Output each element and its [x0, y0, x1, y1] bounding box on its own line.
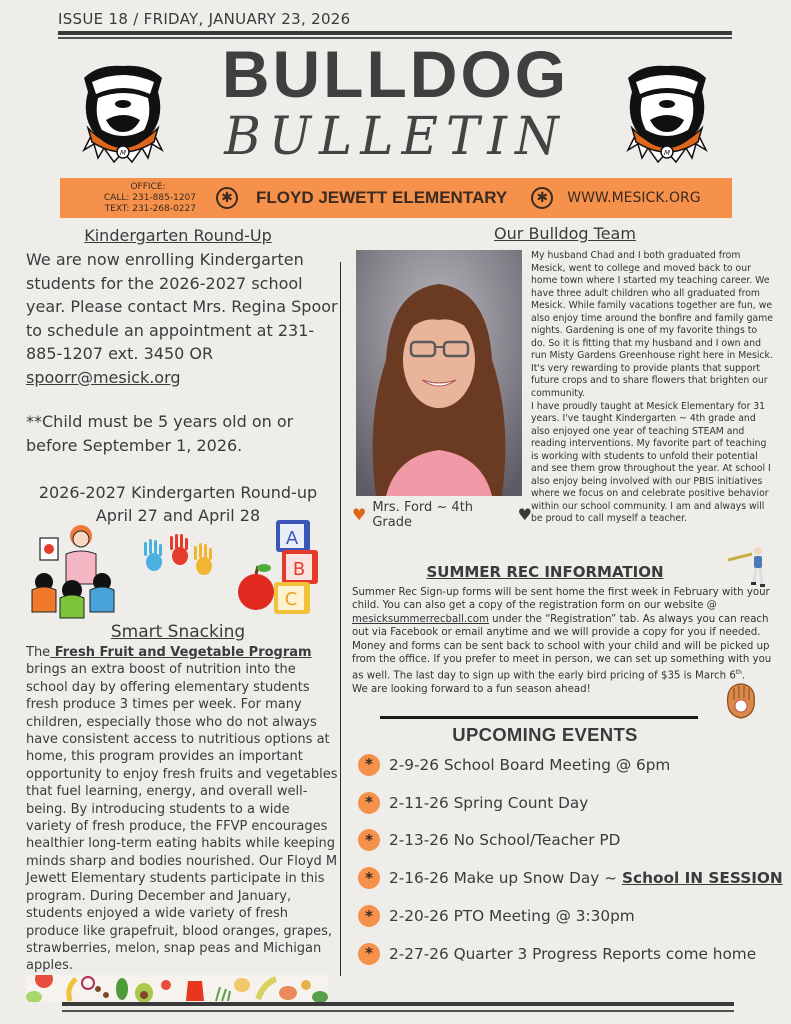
- office-contact: [60, 182, 200, 215]
- bio-paragraph: I have proudly taught at Mesick Elementary for 31 years. I've taught Kindergarten ~ 4th grade and also enjoyed one year of teaching STEAM and reading interventions. My favorite part of teaching is working with students to unfold their potential and see them grow throughout the year. At school I also enjoy being involved with our PBIS initiatives where we focus on and celebrate positive behavior within our school community. I am and always will be proud to call myself a teacher.: [531, 400, 771, 525]
- heart-icon: ♥: [352, 505, 367, 524]
- softball-player-icon: [726, 546, 768, 588]
- ffvp-program-name: Fresh Fruit and Vegetable Program: [50, 645, 312, 660]
- age-requirement-note: **Child must be 5 years old on or before September 1, 2026.: [26, 412, 294, 455]
- email-link[interactable]: spoorr@mesick.org: [26, 367, 181, 387]
- event-text: 2-9-26 School Board Meeting @ 6pm: [389, 755, 671, 774]
- column-divider: [340, 262, 341, 976]
- event-text: 2-11-26 Spring Count Day: [389, 793, 589, 812]
- asterisk-bullet-icon: *: [358, 829, 380, 851]
- smart-snacking-body: [26, 644, 338, 975]
- ordinal-suffix: th: [735, 669, 742, 677]
- summer-rec-heading: SUMMER REC INFORMATION: [426, 563, 664, 581]
- event-text: 2-16-26 Make up Snow Day ~: [389, 869, 618, 888]
- snacking-intro: The: [26, 645, 51, 660]
- bio-paragraph: My husband Chad and I both graduated from Mesick, went to college and moved back to our home town where I started my teaching career. We have three adult children who all graduated from Mesick. While family vacations together are fun, we also enjoy time around the bonfire and family game nights. Gardening is one of my favorite things to do. So it is fitting that my husband and I own and run Misty Gardens Greenhouse right here in Mesick. It's very rewarding to provide plants that support future crops and to share flowers that brighten our community.: [531, 250, 774, 400]
- asterisk-circle-icon: ✱: [216, 187, 238, 209]
- newsletter-subtitle: BULLETIN: [224, 105, 567, 167]
- snacking-text: brings an extra boost of nutrition into the school day by offering elementary students fresh produce 3 times per week. For many children, especially those who do not always have consistent access to nutritious options at home, this program provides an important opportunity to enjoy fresh fruits and vegetables that fuel learning, energy, and overall well-being. By introducing students to a wide variety of fresh produce, the FFVP encourages healthier long-term eating habits while keeping minds sharp and bodies nourished. Our Floyd M Jewett Elementary students participate in this program. During December and January, students enjoyed a wide variety of fresh produce like grapefruit, blood oranges, grapes, strawberries, melon, snap peas and Michigan apples.: [26, 662, 338, 974]
- roundup-days: April 27 and April 28: [95, 506, 261, 525]
- summer-rec-body: [352, 586, 772, 697]
- event-text: 2-20-26 PTO Meeting @ 3:30pm: [389, 907, 635, 926]
- asterisk-bullet-icon: *: [358, 754, 380, 776]
- kindergarten-heading: Kindergarten Round-Up: [84, 226, 272, 245]
- baseball-glove-icon: [724, 682, 758, 720]
- svg-text:B: B: [292, 559, 306, 580]
- newsletter-title: BULLDOG: [221, 37, 570, 111]
- kindergarten-body: [26, 248, 338, 389]
- rec-text: .: [741, 670, 746, 682]
- issue-date-line: ISSUE 18 / FRIDAY, JANUARY 23, 2026: [58, 10, 351, 28]
- office-call: CALL: 231-885-1207: [103, 192, 196, 203]
- footer-rule-thick: [62, 1002, 734, 1006]
- handprints-icon: [140, 534, 220, 582]
- teacher-portrait-photo: [356, 250, 522, 496]
- upcoming-events-heading: UPCOMING EVENTS: [452, 724, 638, 745]
- office-text: TEXT: 231-268-0227: [104, 203, 196, 214]
- school-name: FLOYD JEWETT ELEMENTARY: [256, 188, 508, 207]
- asterisk-circle-icon: ✱: [531, 187, 553, 209]
- smart-snacking-heading: Smart Snacking: [110, 622, 246, 642]
- footer-rule-thin: [62, 1010, 734, 1012]
- event-text: 2-27-26 Quarter 3 Progress Reports come home: [389, 944, 757, 963]
- apple-abc-blocks-icon: [236, 518, 322, 614]
- asterisk-bullet-icon: *: [358, 792, 380, 814]
- svg-text:M: M: [663, 149, 671, 157]
- event-item: [358, 897, 788, 935]
- events-list: [358, 746, 788, 973]
- roundup-title: 2026-2027 Kindergarten Round-up: [38, 483, 318, 502]
- rec-text: Summer Rec Sign-up forms will be sent home the first week in February with your child. You can also get a copy of the registration form on our website @: [352, 587, 770, 612]
- teacher-with-children-icon: [26, 524, 122, 620]
- asterisk-bullet-icon: *: [358, 867, 380, 889]
- svg-text:A: A: [285, 528, 299, 549]
- summer-rec-website-link[interactable]: mesicksummerrecball.com: [352, 613, 489, 625]
- teacher-name: Mrs. Ford ~ 4th Grade: [372, 500, 474, 530]
- asterisk-bullet-icon: *: [358, 905, 380, 927]
- office-label: OFFICE:: [130, 181, 166, 192]
- rec-text: under the “Registration” tab. As always you can reach out via Facebook or email anytime and we will provide a copy for you if needed. Money and forms can be sent back to school with your child and will be picked up from the office. If you prefer to meet in person, we can set up something with you as well. The last day to sign up with the early bird pricing of $35 is March 6: [352, 613, 772, 682]
- event-item: [358, 859, 788, 897]
- event-emphasis: School IN SESSION: [622, 869, 783, 888]
- teacher-bio: [531, 250, 774, 526]
- contact-banner: [60, 178, 732, 218]
- svg-text:C: C: [284, 589, 298, 610]
- asterisk-bullet-icon: *: [358, 943, 380, 965]
- bulldog-team-heading: Our Bulldog Team: [494, 224, 636, 243]
- rec-closing: We are looking forward to a fun season ahead!: [352, 684, 591, 696]
- header-rule-thick: [58, 31, 732, 35]
- website-link[interactable]: WWW.MESICK.ORG: [567, 190, 701, 206]
- event-item: [358, 784, 788, 822]
- event-item: [358, 935, 788, 973]
- produce-illustration-strip: [26, 975, 328, 1002]
- heart-icon: ♥: [517, 505, 532, 524]
- teacher-caption: [352, 500, 532, 530]
- kindergarten-text: We are now enrolling Kindergarten students for the 2026-2027 school year. Please contact Mrs. Regina Spoor to schedule an appointment at 231-885-1207 ext. 3450 OR: [26, 250, 338, 363]
- svg-text:M: M: [119, 149, 127, 157]
- event-text: 2-13-26 No School/Teacher PD: [389, 831, 621, 850]
- event-item: [358, 822, 788, 860]
- events-divider: [380, 716, 698, 719]
- event-item: [358, 746, 788, 784]
